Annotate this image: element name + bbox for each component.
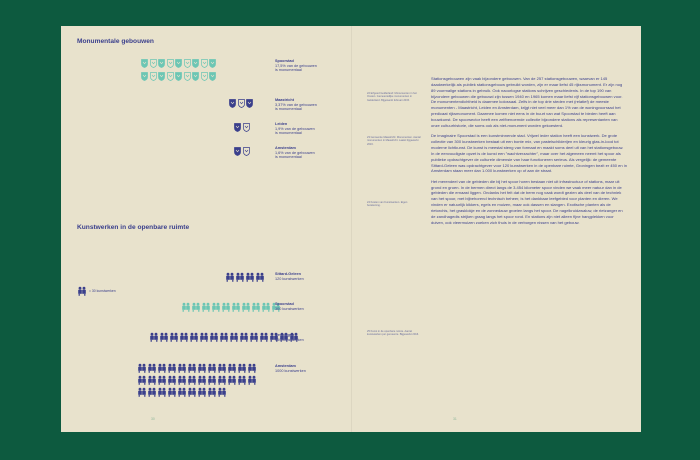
figure-icon (255, 272, 265, 282)
shield-icon (209, 59, 216, 68)
stat-maastricht-monuments: Maastricht 3,37% van de gebouwen is monumentaal (275, 98, 317, 112)
figure-icon (147, 387, 157, 397)
stat-spoorstad-art: Spoorstad 300 kunstwerken (275, 302, 304, 311)
shield-icon (192, 59, 199, 68)
footnote-23: 23 Gemeente Maastricht: Monumenten. Aantal monumenten in Maastricht. Laatst bijgewerkt 2016. (367, 136, 421, 146)
figure-icon (207, 375, 217, 385)
figure-icon (217, 363, 227, 373)
shield-icon (175, 59, 182, 68)
figure-icon (247, 363, 257, 373)
figure-icon (217, 387, 227, 397)
figure-icon (227, 363, 237, 373)
stat-leiden-monuments: Leiden 1,9% van de gebouwen is monumentaal (275, 122, 315, 136)
shield-icon (238, 99, 245, 108)
shield-icon (150, 72, 157, 81)
shield-icon (175, 72, 182, 81)
figure-icon (231, 302, 241, 312)
stat-spoorstad-monuments: Spoorstad 17,5% van de gebouwen is monumentaal (275, 59, 317, 73)
figure-icon (251, 302, 261, 312)
figure-row-spoorstad (181, 302, 281, 312)
body-text (431, 76, 627, 230)
shield-row-spoorstad-top (141, 59, 216, 68)
stat-amsterdam-monuments: Amsterdam 1,6% van de gebouwen is monumentaal (275, 146, 315, 160)
figure-icon (187, 363, 197, 373)
figure-icon (167, 387, 177, 397)
figure-icon (235, 272, 245, 282)
figure-icon (157, 387, 167, 397)
figure-icon (217, 375, 227, 385)
figure-icon (191, 302, 201, 312)
figure-icon (147, 375, 157, 385)
body-paragraph-1: Stationsgebouwen zijn vaak bijzondere gebouwen. Van de 257 stationsgebouwen, waarvan er 145 daadwerkelijk als publiek stationsgebouw gebruikt worden, zijn er maar liefst 45 rijksmonument. Er zijn nog 89 voormalige stations in gebruik. Ook naoorlogse stations schrijven geschiedenis. In de top 190 van bijzondere gebouwen die gebouwd zijn tussen 1940 en 1965 komen maar liefst vijf stationsgebouwen voor. De monumentendichtheid is daarmee kolossaal. Zelfs in de top drie steden met (relatief) de meeste monumenten - Maastricht, Leiden en Amsterdam, krijgt niet veel meer dan 1% van de woningvoorraad het predicaat rijksmonument. Daarmee komen niet eens in de buurt van wat Spoorstad te bieden heeft aan bouwkunst. De spoorsector heeft een zelfbenoemde collectie bijzondere stations als representanten van onze cultuurhistorie, die soms ook als niet-monument worden gekoesterd. (431, 76, 623, 128)
stat-amsterdam-art: Amsterdam 1000 kunstwerken (275, 364, 306, 373)
figure-icon (149, 332, 159, 342)
footnote-24: 24 Kosten van Kunstwerken. Eigen berekening. (367, 201, 408, 208)
figure-row-amsterdam-3 (137, 387, 227, 397)
figure-icon (159, 332, 169, 342)
figure-icon (157, 375, 167, 385)
shield-icon (192, 72, 199, 81)
figure-icon (207, 363, 217, 373)
stat-groningen-art: Groningen 450 kunstwerken (275, 333, 304, 342)
shield-icon (243, 123, 250, 132)
figure-icon (209, 332, 219, 342)
figure-icon (197, 375, 207, 385)
shield-icon (158, 59, 165, 68)
figure-row-amsterdam-2 (137, 375, 257, 385)
figure-icon (187, 375, 197, 385)
shield-icon (246, 99, 253, 108)
figure-icon (177, 387, 187, 397)
figure-icon (219, 332, 229, 342)
figure-icon (237, 375, 247, 385)
shield-icon (150, 59, 157, 68)
figure-icon (157, 363, 167, 373)
legend-label: = 30 kunstwerken (89, 289, 116, 293)
figure-icon (259, 332, 269, 342)
shield-row-maastricht (229, 99, 253, 108)
figure-icon (181, 302, 191, 312)
shield-row-spoorstad-bottom (141, 72, 216, 81)
shield-icon (184, 59, 191, 68)
figure-icon (261, 302, 271, 312)
figure-icon (245, 272, 255, 282)
book-spread (61, 26, 641, 432)
figure-icon (137, 375, 147, 385)
figure-icon (249, 332, 259, 342)
figure-icon (177, 375, 187, 385)
figure-icon (199, 332, 209, 342)
page-number-left: 30 (151, 417, 155, 421)
figure-icon (237, 363, 247, 373)
figure-icon (211, 302, 221, 312)
figure-icon (227, 375, 237, 385)
shield-row-leiden (234, 123, 250, 132)
figure-row-amsterdam-1 (137, 363, 257, 373)
figure-icon (221, 302, 231, 312)
figure-icon (167, 375, 177, 385)
stat-sittard-art: Sittard-Geleen 120 kunstwerken (275, 272, 304, 281)
figure-icon (189, 332, 199, 342)
shield-icon (184, 72, 191, 81)
figure-icon (247, 375, 257, 385)
shield-icon (243, 147, 250, 156)
figure-icon (201, 302, 211, 312)
shield-icon (201, 59, 208, 68)
figure-icon (197, 387, 207, 397)
figure-icon (147, 363, 157, 373)
figure-icon (169, 332, 179, 342)
shield-icon (167, 59, 174, 68)
shield-row-amsterdam (234, 147, 250, 156)
figure-icon (179, 332, 189, 342)
page-fold (351, 26, 352, 432)
figure-icon (241, 302, 251, 312)
shield-icon (201, 72, 208, 81)
figure-icon (167, 363, 177, 373)
footnote-25: 25 Kunst in de openbare ruimte. Aantal kunstwerken per gemeente. Bijgewerkt 2016. (367, 330, 419, 337)
section-title-monumental: Monumentale gebouwen (77, 38, 154, 45)
shield-icon (234, 147, 241, 156)
section-title-art: Kunstwerken in de openbare ruimte (77, 224, 190, 231)
figure-icon (197, 363, 207, 373)
shield-icon (158, 72, 165, 81)
shield-icon (229, 99, 236, 108)
figure-icon (137, 363, 147, 373)
figure-icon (177, 363, 187, 373)
shield-icon (141, 72, 148, 81)
figure-icon (187, 387, 197, 397)
page-number-right: 31 (453, 417, 457, 421)
shield-icon (167, 72, 174, 81)
figure-legend (77, 286, 116, 296)
figure-icon (137, 387, 147, 397)
figure-row-sittard (225, 272, 265, 282)
figure-icon (239, 332, 249, 342)
footnote-22: 22 Erfgoed Gelderland: Monumenten in het Oosten. Gemeentelijke monumenten in Gelderland. Bijgewerkt februari 2015. (367, 92, 417, 102)
shield-icon (234, 123, 241, 132)
figure-icon (225, 272, 235, 282)
shield-icon (209, 72, 216, 81)
shield-icon (141, 59, 148, 68)
figure-icon (207, 387, 217, 397)
body-paragraph-2: De imaginaire Spoorstad is een kunstminnende stad. Vrijwel ieder station heeft een kunstwerk. De grote collectie van 300 kunstwerken bestaat uit een bonte mix, van pastelschilderijen en kleurig glas-in-lood tot moderne lichtkunst. De kunst is meestal steng van formaat en maakt soms deel uit van het stationsgebouw. In de eenvoudigste opzet is de kunst een "wachtverzachter", maar over het algemeen neemt het spoor als publieke opdrachtgever de culturele dimensie van haar functioneren serieus. Als vergelijk: de gemeente Sittard-Geleen was opdrachtgever voor 120 kunstwerken in de openbare ruimte, Groningen bezit er 450 en in Amsterdam staan meer dan 1.000 kunstwerken op of aan de straat. (431, 133, 627, 174)
figure-icon (229, 332, 239, 342)
body-paragraph-3: Het merendeel van de gebieden die bij het spoor horen bestaan niet uit infrastructuur of stations, maar uit grond en groen. In de bermen direct langs de 3.454 kilometer spoor vinden we vaak meer natuur dan in de gebieden die ernaast liggen. Ondanks het feit dat de berm nog vaak wordt gezien als deel van de techniek van het spoor, met bijbehorend technisch beheer, is het dankbaar leefgebied voor planten en dieren. We vinden er natuurlijk kikkers, egels en muizen, maar ook dassen en slangen. Exotische planten als de rietorchis, het grasklokje en de zonnedauw groeien langs het spoor. De nagelkruidzwaluw, de rietzanger en de zandhagedis strijken graag langs het spoor rond. En stations zijn niet alleen fijne hangplekken voor duiven, ook vleermuizen zoeken zich thuis in de verborgen nissen van het gebouw. (431, 178, 623, 225)
figure-icon (77, 286, 87, 296)
